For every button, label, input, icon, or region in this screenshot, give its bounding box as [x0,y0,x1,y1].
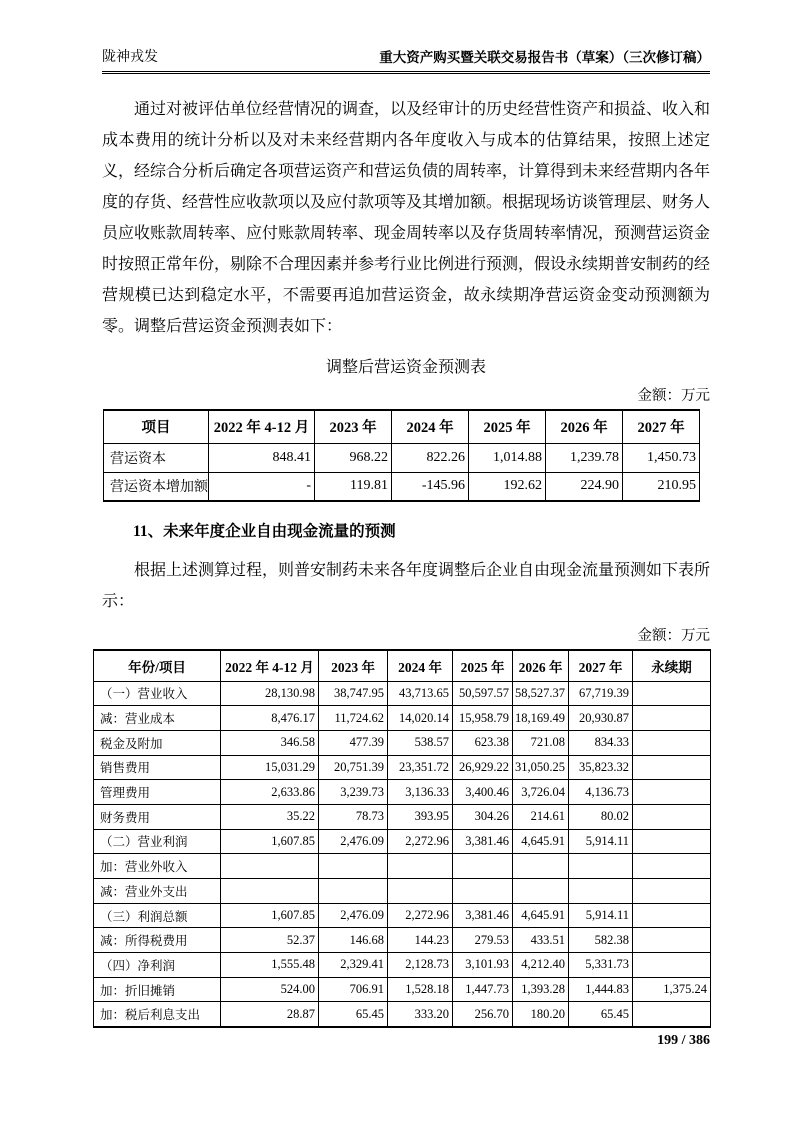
value-cell: 1,393.28 [513,977,569,1002]
value-cell: - [209,472,315,501]
column-header: 2025 年 [469,410,546,443]
page-number: 199 / 386 [657,1032,710,1048]
table-row [94,755,711,780]
value-cell: 144.23 [388,928,453,953]
value-cell: 304.26 [453,804,513,829]
paragraph-cashflow-intro: 根据上述测算过程，则普安制药未来各年度调整后企业自由现金流量预测如下表所示： [102,562,711,610]
value-cell: 822.26 [392,443,469,472]
value-cell: 1,528.18 [388,977,453,1002]
header-row [94,650,711,681]
column-header: 项目 [104,410,209,443]
value-cell [633,706,711,731]
value-cell [633,730,711,755]
value-cell: 5,914.11 [569,903,633,928]
column-header: 年份/项目 [94,650,221,681]
value-cell [513,879,569,904]
value-cell: 1,375.24 [633,977,711,1002]
column-header: 2022 年 4-12 月 [221,650,319,681]
value-cell: 2,329.41 [319,953,388,978]
value-cell: 279.53 [453,928,513,953]
value-cell: 2,633.86 [221,780,319,805]
table1-unit-label: 金额：万元 [637,388,710,404]
row-label: 加：营业外收入 [94,854,221,879]
value-cell: 20,751.39 [319,755,388,780]
value-cell: 3,400.46 [453,780,513,805]
value-cell [453,879,513,904]
column-header: 2023 年 [315,410,392,443]
paragraph-working-capital: 通过对被评估单位经营情况的调查，以及经审计的历史经营性资产和损益、收入和成本费用的统计分析以及对未来经营期内各年度收入与成本的估算结果，按照上述定义，经综合分析后确定各项营运资产和营运负债的周转率，计算得到未来经营期内各年度的存货、经营性应收款项以及应付款项等及其增加额。根据现场访谈管理层、财务人员应收账款周转率、应付账款周转率、现金周转率以及存货周转率情况，预测营运资金时按照正常年份，剔除不合理因素并参考行业比例进行预测，假设永续期普安制药的经营规模已达到稳定水平，不需要再追加营运资金，故永续期净营运资金变动预测额为零。调整后营运资金预测表如下： [102,101,711,335]
value-cell: 1,450.73 [623,443,700,472]
table-row [94,1002,711,1027]
value-cell: 11,724.62 [319,706,388,731]
row-label: 营运资本增加额 [104,472,209,501]
working-capital-forecast-table [103,409,700,502]
value-cell: 38,747.95 [319,681,388,706]
value-cell [319,879,388,904]
table-row [104,472,700,501]
value-cell [633,829,711,854]
value-cell: 256.70 [453,1002,513,1027]
value-cell [633,681,711,706]
row-label: 减：营业成本 [94,706,221,731]
column-header: 永续期 [633,650,711,681]
value-cell: 393.95 [388,804,453,829]
value-cell: 14,020.14 [388,706,453,731]
value-cell: 623.38 [453,730,513,755]
value-cell: 78.73 [319,804,388,829]
value-cell: 35,823.32 [569,755,633,780]
value-cell: 26,929.22 [453,755,513,780]
table-row [94,681,711,706]
company-name: 陇神戎发 [102,50,158,65]
value-cell: 4,645.91 [513,903,569,928]
table-row [94,977,711,1002]
value-cell: 3,136.33 [388,780,453,805]
value-cell: 23,351.72 [388,755,453,780]
value-cell: 43,713.65 [388,681,453,706]
row-label: 财务费用 [94,804,221,829]
column-header: 2027 年 [569,650,633,681]
value-cell: 4,212.40 [513,953,569,978]
value-cell [569,854,633,879]
table-row [104,443,700,472]
value-cell: 80.02 [569,804,633,829]
value-cell: 834.33 [569,730,633,755]
value-cell: 5,914.11 [569,829,633,854]
value-cell [633,755,711,780]
value-cell: 28,130.98 [221,681,319,706]
row-label: 减：营业外支出 [94,879,221,904]
row-label: 营运资本 [104,443,209,472]
value-cell: 52.37 [221,928,319,953]
value-cell: 333.20 [388,1002,453,1027]
value-cell: 3,726.04 [513,780,569,805]
value-cell [513,854,569,879]
value-cell: 968.22 [315,443,392,472]
column-header: 2024 年 [388,650,453,681]
value-cell: 1,607.85 [221,829,319,854]
table-row [94,903,711,928]
value-cell: 582.38 [569,928,633,953]
value-cell: 3,381.46 [453,903,513,928]
value-cell: 2,272.96 [388,829,453,854]
value-cell: 50,597.57 [453,681,513,706]
column-header: 2027 年 [623,410,700,443]
header-row [104,410,700,443]
section-heading: 11、未来年度企业自由现金流量的预测 [133,523,396,540]
value-cell: 3,101.93 [453,953,513,978]
value-cell [319,854,388,879]
value-cell: 18,169.49 [513,706,569,731]
value-cell: 20,930.87 [569,706,633,731]
value-cell [221,854,319,879]
table1-title: 调整后营运资金预测表 [325,359,486,376]
table-row [94,879,711,904]
value-cell: 15,958.79 [453,706,513,731]
value-cell: 1,444.83 [569,977,633,1002]
value-cell: 1,014.88 [469,443,546,472]
value-cell: 2,272.96 [388,903,453,928]
table2-unit-label: 金额：万元 [637,628,710,644]
value-cell: 2,476.09 [319,829,388,854]
value-cell: -145.96 [392,472,469,501]
value-cell: 1,239.78 [546,443,623,472]
value-cell: 3,381.46 [453,829,513,854]
value-cell: 58,527.37 [513,681,569,706]
value-cell [388,879,453,904]
value-cell: 1,447.73 [453,977,513,1002]
value-cell [633,780,711,805]
value-cell [633,1002,711,1027]
value-cell: 31,050.25 [513,755,569,780]
value-cell: 2,128.73 [388,953,453,978]
value-cell: 28.87 [221,1002,319,1027]
value-cell: 477.39 [319,730,388,755]
value-cell: 524.00 [221,977,319,1002]
value-cell [633,854,711,879]
value-cell [633,928,711,953]
value-cell: 192.62 [469,472,546,501]
row-label: （二）营业利润 [94,829,221,854]
value-cell [569,879,633,904]
table-row [94,928,711,953]
value-cell [633,953,711,978]
value-cell: 706.91 [319,977,388,1002]
value-cell: 15,031.29 [221,755,319,780]
value-cell: 119.81 [315,472,392,501]
row-label: 销售费用 [94,755,221,780]
table-row [94,953,711,978]
table-row [94,854,711,879]
value-cell: 2,476.09 [319,903,388,928]
value-cell: 146.68 [319,928,388,953]
row-label: （一）营业收入 [94,681,221,706]
row-label: （三）利润总额 [94,903,221,928]
row-label: 税金及附加 [94,730,221,755]
value-cell: 4,136.73 [569,780,633,805]
value-cell: 8,476.17 [221,706,319,731]
table-row [94,829,711,854]
value-cell: 848.41 [209,443,315,472]
value-cell: 1,555.48 [221,953,319,978]
value-cell: 4,645.91 [513,829,569,854]
value-cell: 65.45 [319,1002,388,1027]
report-title: 重大资产购买暨关联交易报告书（草案）（三次修订稿） [379,50,710,65]
column-header: 2022 年 4-12 月 [209,410,315,443]
column-header: 2024 年 [392,410,469,443]
value-cell: 3,239.73 [319,780,388,805]
page-header [102,46,710,72]
table-row [94,730,711,755]
value-cell [453,854,513,879]
column-header: 2025 年 [453,650,513,681]
value-cell: 538.57 [388,730,453,755]
value-cell: 346.58 [221,730,319,755]
value-cell: 180.20 [513,1002,569,1027]
value-cell: 721.08 [513,730,569,755]
table-row [94,804,711,829]
value-cell [633,804,711,829]
value-cell: 433.51 [513,928,569,953]
row-label: 加：税后利息支出 [94,1002,221,1027]
row-label: 管理费用 [94,780,221,805]
value-cell: 67,719.39 [569,681,633,706]
value-cell [388,854,453,879]
value-cell: 65.45 [569,1002,633,1027]
column-header: 2023 年 [319,650,388,681]
free-cashflow-forecast-table [93,649,711,1028]
value-cell [221,879,319,904]
value-cell [633,879,711,904]
row-label: 加：折旧摊销 [94,977,221,1002]
value-cell: 5,331.73 [569,953,633,978]
value-cell [633,903,711,928]
value-cell: 224.90 [546,472,623,501]
value-cell: 210.95 [623,472,700,501]
value-cell: 35.22 [221,804,319,829]
row-label: （四）净利润 [94,953,221,978]
value-cell: 214.61 [513,804,569,829]
table-row [94,706,711,731]
column-header: 2026 年 [513,650,569,681]
table-row [94,780,711,805]
value-cell: 1,607.85 [221,903,319,928]
row-label: 减：所得税费用 [94,928,221,953]
column-header: 2026 年 [546,410,623,443]
